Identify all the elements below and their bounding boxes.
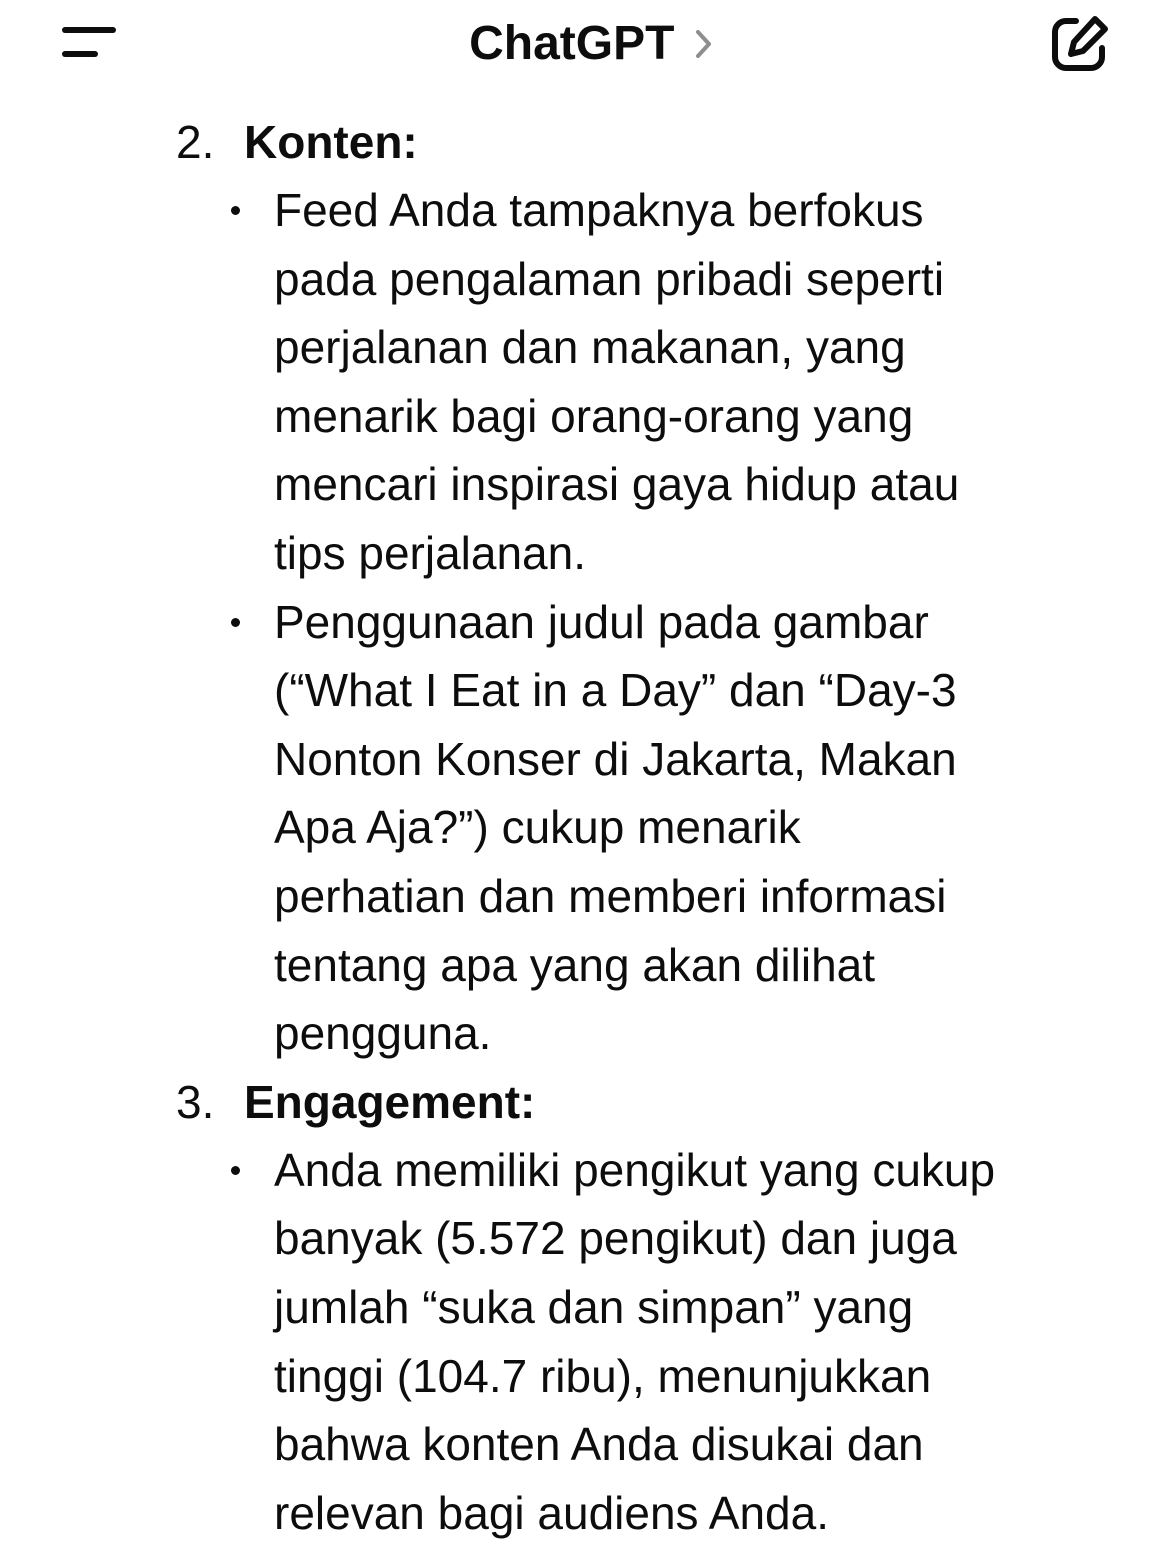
list-item bbox=[0, 176, 1170, 588]
bullet-icon bbox=[231, 206, 240, 215]
list-item-text: Feed Anda tampaknya berfokus pada pengalaman pribadi seperti perjalanan dan makanan, yang menarik bagi orang-orang yang mencari inspirasi gaya hidup atau tips perjalanan. bbox=[274, 184, 960, 579]
section-konten bbox=[0, 108, 1170, 1068]
section-engagement bbox=[0, 1068, 1170, 1548]
list-item-text: Anda memiliki pengikut yang cukup banyak (5.572 pengikut) dan juga jumlah “suka dan simpan” yang tinggi (104.7 ribu), menunjukkan bahwa konten Anda disukai dan relevan bagi audiens Anda. bbox=[274, 1143, 996, 1539]
new-chat-button[interactable] bbox=[1046, 12, 1114, 76]
chevron-right-icon bbox=[693, 27, 715, 61]
list-item-text: Penggunaan judul pada gambar (“What I Eat in a Day” dan “Day-3 Nonton Konser di Jakarta, Makan Apa Aja?”) cukup menarik perhatian dan memberi informasi tentang apa yang akan dilihat pengguna. bbox=[274, 595, 957, 1060]
model-selector-button[interactable] bbox=[455, 16, 715, 71]
section-heading bbox=[0, 1068, 1170, 1136]
list-item bbox=[0, 1136, 1170, 1548]
section-title: Konten: bbox=[244, 116, 418, 168]
bullet-icon bbox=[231, 618, 240, 627]
section-title: Engagement: bbox=[244, 1075, 536, 1128]
compose-icon bbox=[1046, 12, 1114, 76]
section-number: 3. bbox=[176, 1075, 215, 1128]
app-title: ChatGPT bbox=[469, 17, 675, 70]
header-title-area bbox=[0, 16, 1170, 71]
bullet-icon bbox=[231, 1166, 240, 1175]
list-item bbox=[0, 588, 1170, 1068]
chat-message-content bbox=[0, 108, 1170, 1547]
section-number: 2. bbox=[176, 116, 215, 168]
section-heading bbox=[0, 108, 1170, 176]
top-navigation-bar bbox=[0, 0, 1170, 105]
